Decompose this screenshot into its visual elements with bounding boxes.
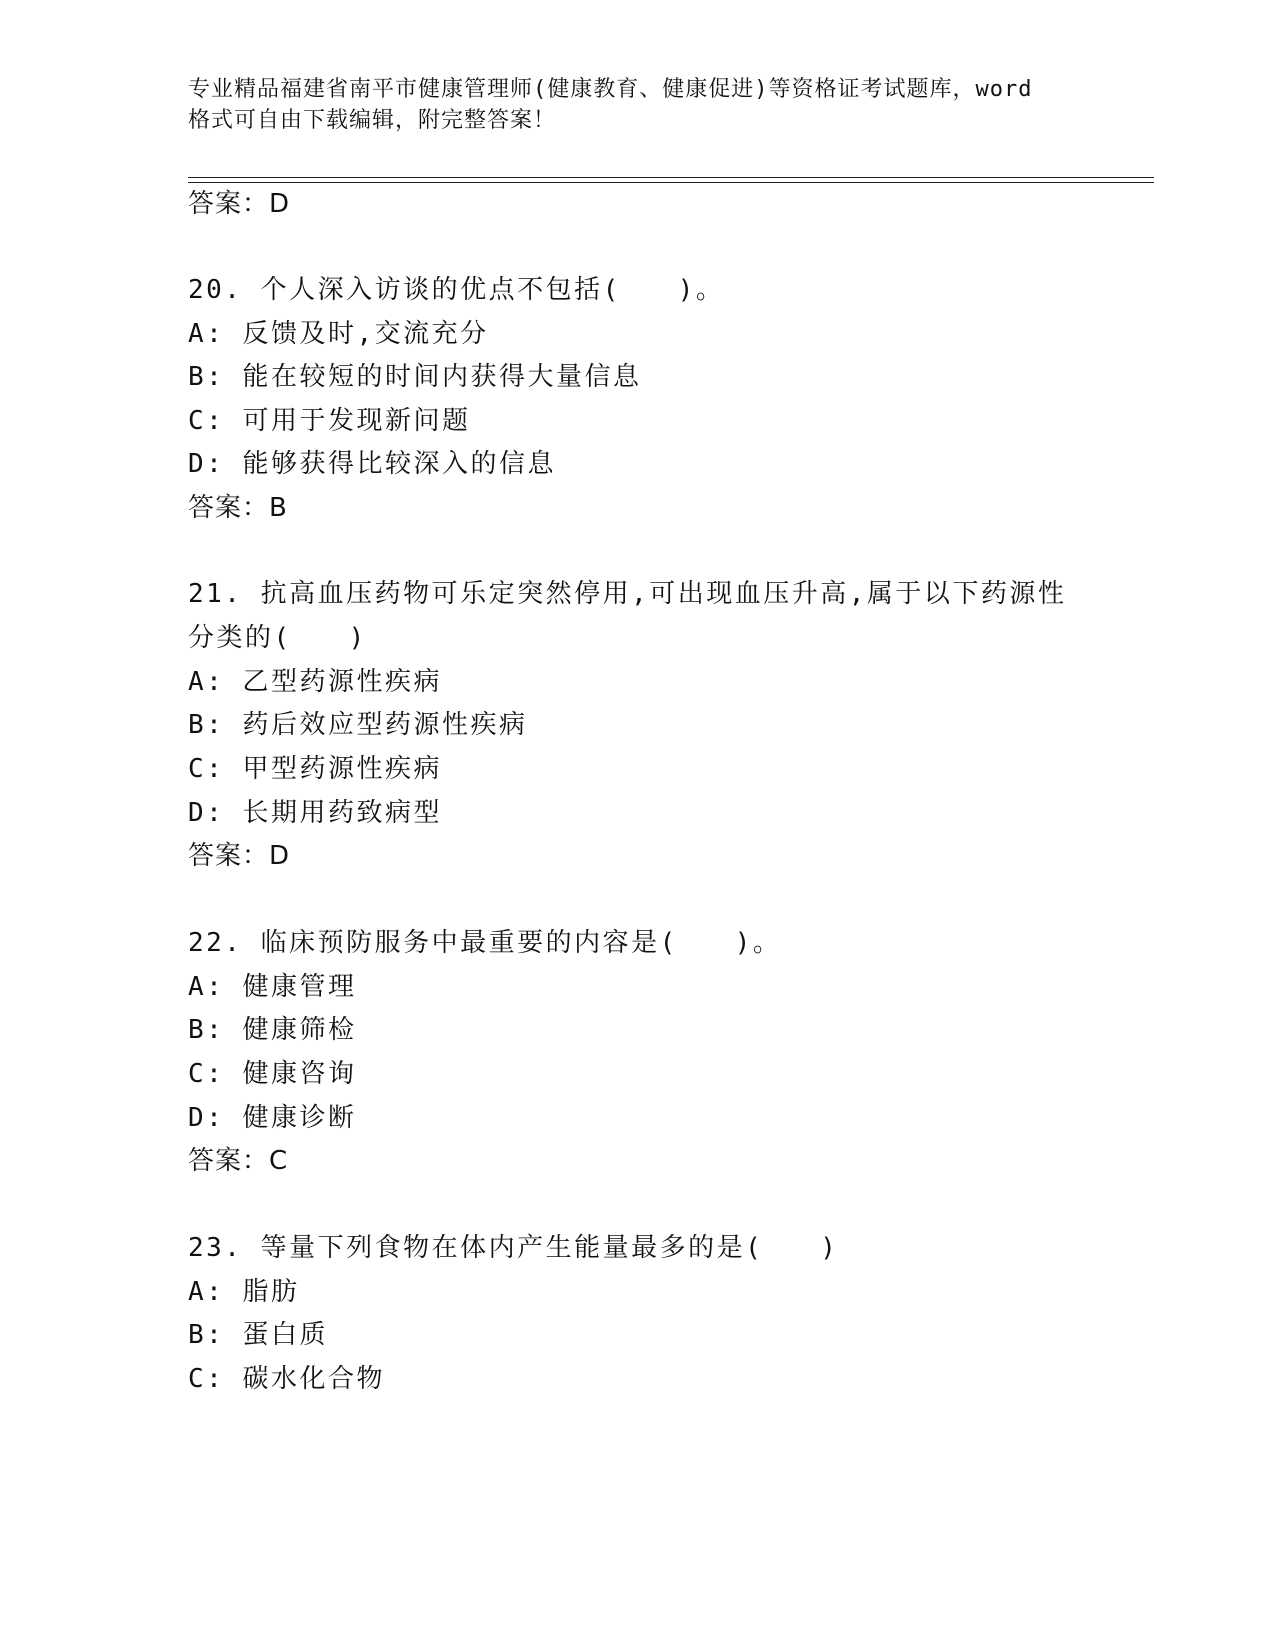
question-22-answer: 答案：C (188, 1146, 289, 1176)
question-20-option-a: A: 反馈及时,交流充分 (188, 319, 489, 349)
question-22-option-d: D: 健康诊断 (188, 1103, 357, 1133)
header-rule-top (188, 177, 1154, 178)
question-21-option-d: D: 长期用药致病型 (188, 798, 442, 828)
question-23-option-b: B: 蛋白质 (188, 1320, 328, 1350)
question-20-stem: 20. 个人深入访谈的优点不包括( )。 (188, 275, 725, 305)
question-20-option-b: B: 能在较短的时间内获得大量信息 (188, 362, 642, 392)
question-22-option-b: B: 健康筛检 (188, 1015, 357, 1045)
question-20-option-d: D: 能够获得比较深入的信息 (188, 449, 556, 479)
header-line-2: 格式可自由下载编辑，附完整答案！ (188, 108, 557, 133)
question-23-stem: 23. 等量下列食物在体内产生能量最多的是( ) (188, 1233, 839, 1263)
question-21-answer: 答案：D (188, 841, 291, 871)
question-21-option-a: A: 乙型药源性疾病 (188, 667, 442, 697)
question-21-stem-cont: 分类的( ) (188, 623, 367, 653)
question-22-stem: 22. 临床预防服务中最重要的内容是( )。 (188, 928, 782, 958)
question-20-option-c: C: 可用于发现新问题 (188, 406, 471, 436)
document-header (188, 74, 1088, 136)
question-21-stem: 21. 抗高血压药物可乐定突然停用,可出现血压升高,属于以下药源性 (188, 579, 1067, 609)
question-21-option-b: B: 药后效应型药源性疾病 (188, 710, 528, 740)
question-21-option-c: C: 甲型药源性疾病 (188, 754, 442, 784)
question-22-option-c: C: 健康咨询 (188, 1059, 357, 1089)
answer-prev: 答案：D (188, 189, 291, 219)
header-rule-bottom (188, 182, 1154, 183)
question-22-option-a: A: 健康管理 (188, 972, 357, 1002)
question-20-answer: 答案：B (188, 493, 288, 523)
question-23-option-a: A: 脂肪 (188, 1277, 300, 1307)
question-23-option-c: C: 碳水化合物 (188, 1364, 385, 1394)
header-line-1: 专业精品福建省南平市健康管理师(健康教育、健康促进)等资格证考试题库，word (188, 77, 1033, 102)
